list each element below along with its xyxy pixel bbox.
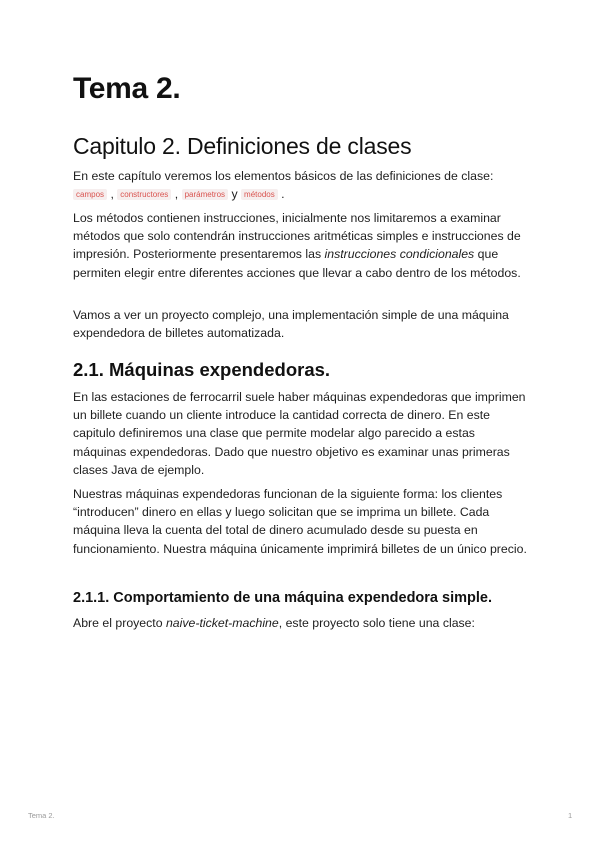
subsection-text-b: , este proyecto solo tiene una clase: xyxy=(278,616,475,630)
methods-text-emphasis: instrucciones condicionales xyxy=(324,247,475,262)
subsection-title: 2.1.1. Comportamiento de una máquina expendedora simple. xyxy=(73,590,492,606)
code-term-constructores: constructores xyxy=(117,189,171,200)
project-paragraph: Vamos a ver un proyecto complejo, una implementación simple de una máquina expendedora de billetes automatizada. xyxy=(73,308,509,341)
subsection-text-a: Abre el proyecto xyxy=(73,616,163,630)
footer-title: Tema 2. xyxy=(28,811,55,820)
term-separator: , xyxy=(110,187,114,202)
term-end: . xyxy=(281,187,285,202)
project-name: naive-ticket-machine xyxy=(165,616,279,630)
footer-page-number: 1 xyxy=(568,811,573,820)
methods-text-a: Los métodos contienen instrucciones, inicialmente nos limitaremos a examinar métodos que solo contendrán instrucciones aritméticas simples e instrucciones de impresión. Posteriormente presentaremos las xyxy=(73,211,521,262)
section-paragraph-2: Nuestras máquinas expendedoras funcionan de la siguiente forma: los clientes “introducen” dinero en ellas y luego solicitan que se imprima un billete. Cada máquina lleva la cuenta del total de dinero acumulado desde su puesta en funcionamiento. Nuestra máquina únicamente imprimirá billetes de un único precio. xyxy=(73,487,527,556)
subsection-paragraph xyxy=(73,614,531,632)
code-term-campos: campos xyxy=(73,189,107,200)
section-title: 2.1. Máquinas expendedoras. xyxy=(73,359,331,380)
section-paragraph-1: En las estaciones de ferrocarril suele haber máquinas expendedoras que imprimen un billete cuando un cliente introduce la cantidad correcta de dinero. En este capitulo definiremos una clase que permite modelar algo parecido a estas máquinas expendedoras. Dado que nuestro objetivo es examinar unas primeras clases Java de ejemplo. xyxy=(73,390,526,477)
chapter-title: Capitulo 2. Definiciones de clases xyxy=(73,133,412,159)
page-title: Tema 2. xyxy=(73,72,181,105)
intro-paragraph xyxy=(73,167,531,203)
term-and: y xyxy=(231,187,238,202)
intro-text: En este capítulo veremos los elementos básicos de las definiciones de clase: xyxy=(73,169,494,183)
methods-paragraph xyxy=(73,209,531,282)
code-term-metodos: métodos xyxy=(241,189,278,200)
code-term-parametros: parámetros xyxy=(182,189,228,200)
term-separator: , xyxy=(174,187,179,202)
methods-text-b: que permiten elegir entre diferentes acciones que llevar a cabo dentro de los métodos. xyxy=(73,247,521,280)
